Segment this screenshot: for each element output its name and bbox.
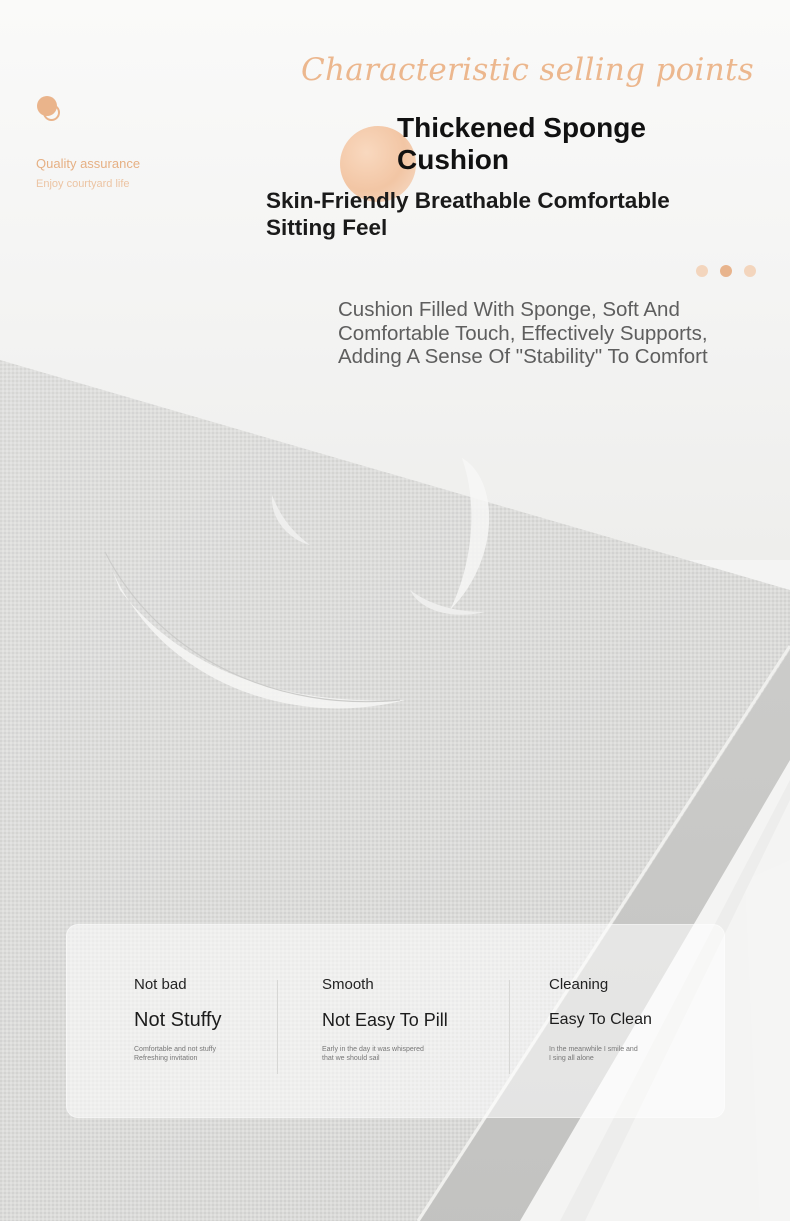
description-line: Comfortable Touch, Effectively Supports, — [338, 321, 708, 345]
feature-headline: Not Stuffy — [134, 1009, 222, 1031]
feature-tag: Cleaning — [549, 976, 609, 993]
feature-tag: Smooth — [322, 976, 374, 993]
feature-divider — [509, 980, 510, 1074]
pager-dot[interactable] — [696, 265, 708, 277]
main-heading-line: Thickened Sponge — [397, 112, 646, 143]
main-heading — [397, 112, 727, 176]
quality-label: Quality assurance — [36, 156, 141, 171]
feature-note — [134, 1045, 216, 1063]
feature-note-line: Comfortable and not stuffy — [134, 1046, 216, 1053]
feature-headline: Not Easy To Pill — [322, 1010, 448, 1030]
logo-ring — [43, 104, 60, 121]
feature-note — [322, 1045, 424, 1063]
feature-tag: Not bad — [134, 976, 187, 993]
carousel-pager — [696, 265, 756, 277]
feature-note-line: In the meanwhile I smile and — [549, 1046, 638, 1053]
feature-note-line: that we should sail — [322, 1055, 380, 1062]
description-line: Adding A Sense Of "Stability" To Comfort — [338, 345, 708, 368]
pager-dot[interactable] — [744, 265, 756, 277]
script-title: Characteristic selling points — [301, 52, 754, 88]
feature-note-line: Early in the day it was whispered — [322, 1046, 424, 1053]
features-card — [66, 924, 725, 1118]
feature-divider — [277, 980, 278, 1074]
courtyard-label: Enjoy courtyard life — [36, 178, 130, 190]
sub-heading — [266, 187, 736, 241]
feature-note-line: I sing all alone — [549, 1055, 594, 1062]
feature-headline: Easy To Clean — [549, 1011, 652, 1028]
sub-heading-line: Skin-Friendly Breathable Comfortable — [266, 188, 670, 213]
sub-heading-line: Sitting Feel — [266, 215, 388, 240]
main-heading-line: Cushion — [397, 144, 509, 175]
description-line: Cushion Filled With Sponge, Soft And — [338, 298, 680, 321]
description — [338, 298, 758, 369]
feature-note-line: Refreshing invitation — [134, 1055, 198, 1062]
pager-dot-active[interactable] — [720, 265, 732, 277]
feature-note — [549, 1045, 638, 1063]
